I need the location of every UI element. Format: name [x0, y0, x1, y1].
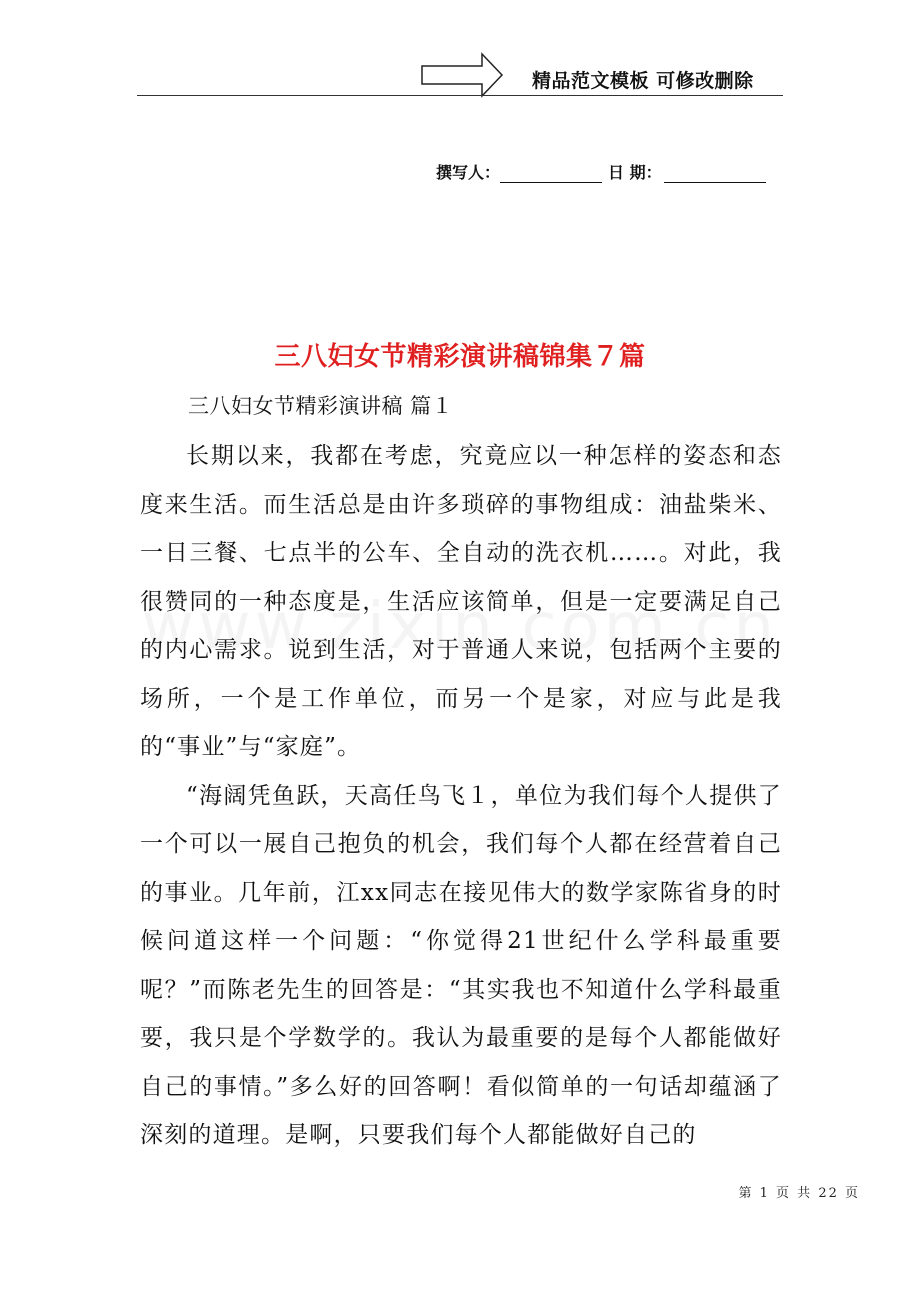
body-text: [140, 432, 782, 1160]
paragraph: 长期以来，我都在考虑，究竟应以一种怎样的姿态和态度来生活。而生活总是由许多琐碎的事物组成：油盐柴米、一日三餐、七点半的公车、全自动的洗衣机……。对此，我很赞同的一种态度是，生活应该简单，但是一定要满足自己的内心需求。说到生活，对于普通人来说，包括两个主要的场所，一个是工作单位，而另一个是家，对应与此是我的“事业”与“家庭”。: [140, 443, 782, 760]
arrow-icon: [420, 52, 504, 98]
header-divider: [137, 95, 783, 96]
page-number: 第 1 页 共 22 页: [738, 1186, 860, 1201]
section-heading: 三八妇女节精彩演讲稿 篇１: [188, 394, 454, 418]
author-label: 撰写人：: [436, 163, 501, 182]
header-banner: 精品范文模板 可修改删除: [532, 70, 754, 92]
author-blank[interactable]: [500, 162, 602, 183]
date-blank[interactable]: [664, 162, 766, 183]
author-date-line: [436, 160, 782, 183]
date-label: 日 期：: [608, 163, 662, 182]
document-title: 三八妇女节精彩演讲稿锦集７篇: [274, 342, 646, 372]
paragraph: “海阔凭鱼跃，天高任鸟飞１，单位为我们每个人提供了一个可以一展自己抱负的机会，我们每个人都在经营着自己的事业。几年前，江xx同志在接见伟大的数学家陈省身的时候问道这样一个问题：“你觉得21世纪什么学科最重要呢？”而陈老先生的回答是：“其实我也不知道什么学科最重要，我只是个学数学的。我认为最重要的是每个人都能做好自己的事情。”多么好的回答啊！看似简单的一句话却蕴涵了深刻的道理。是啊，只要我们每个人都能做好自己的: [140, 782, 782, 1148]
